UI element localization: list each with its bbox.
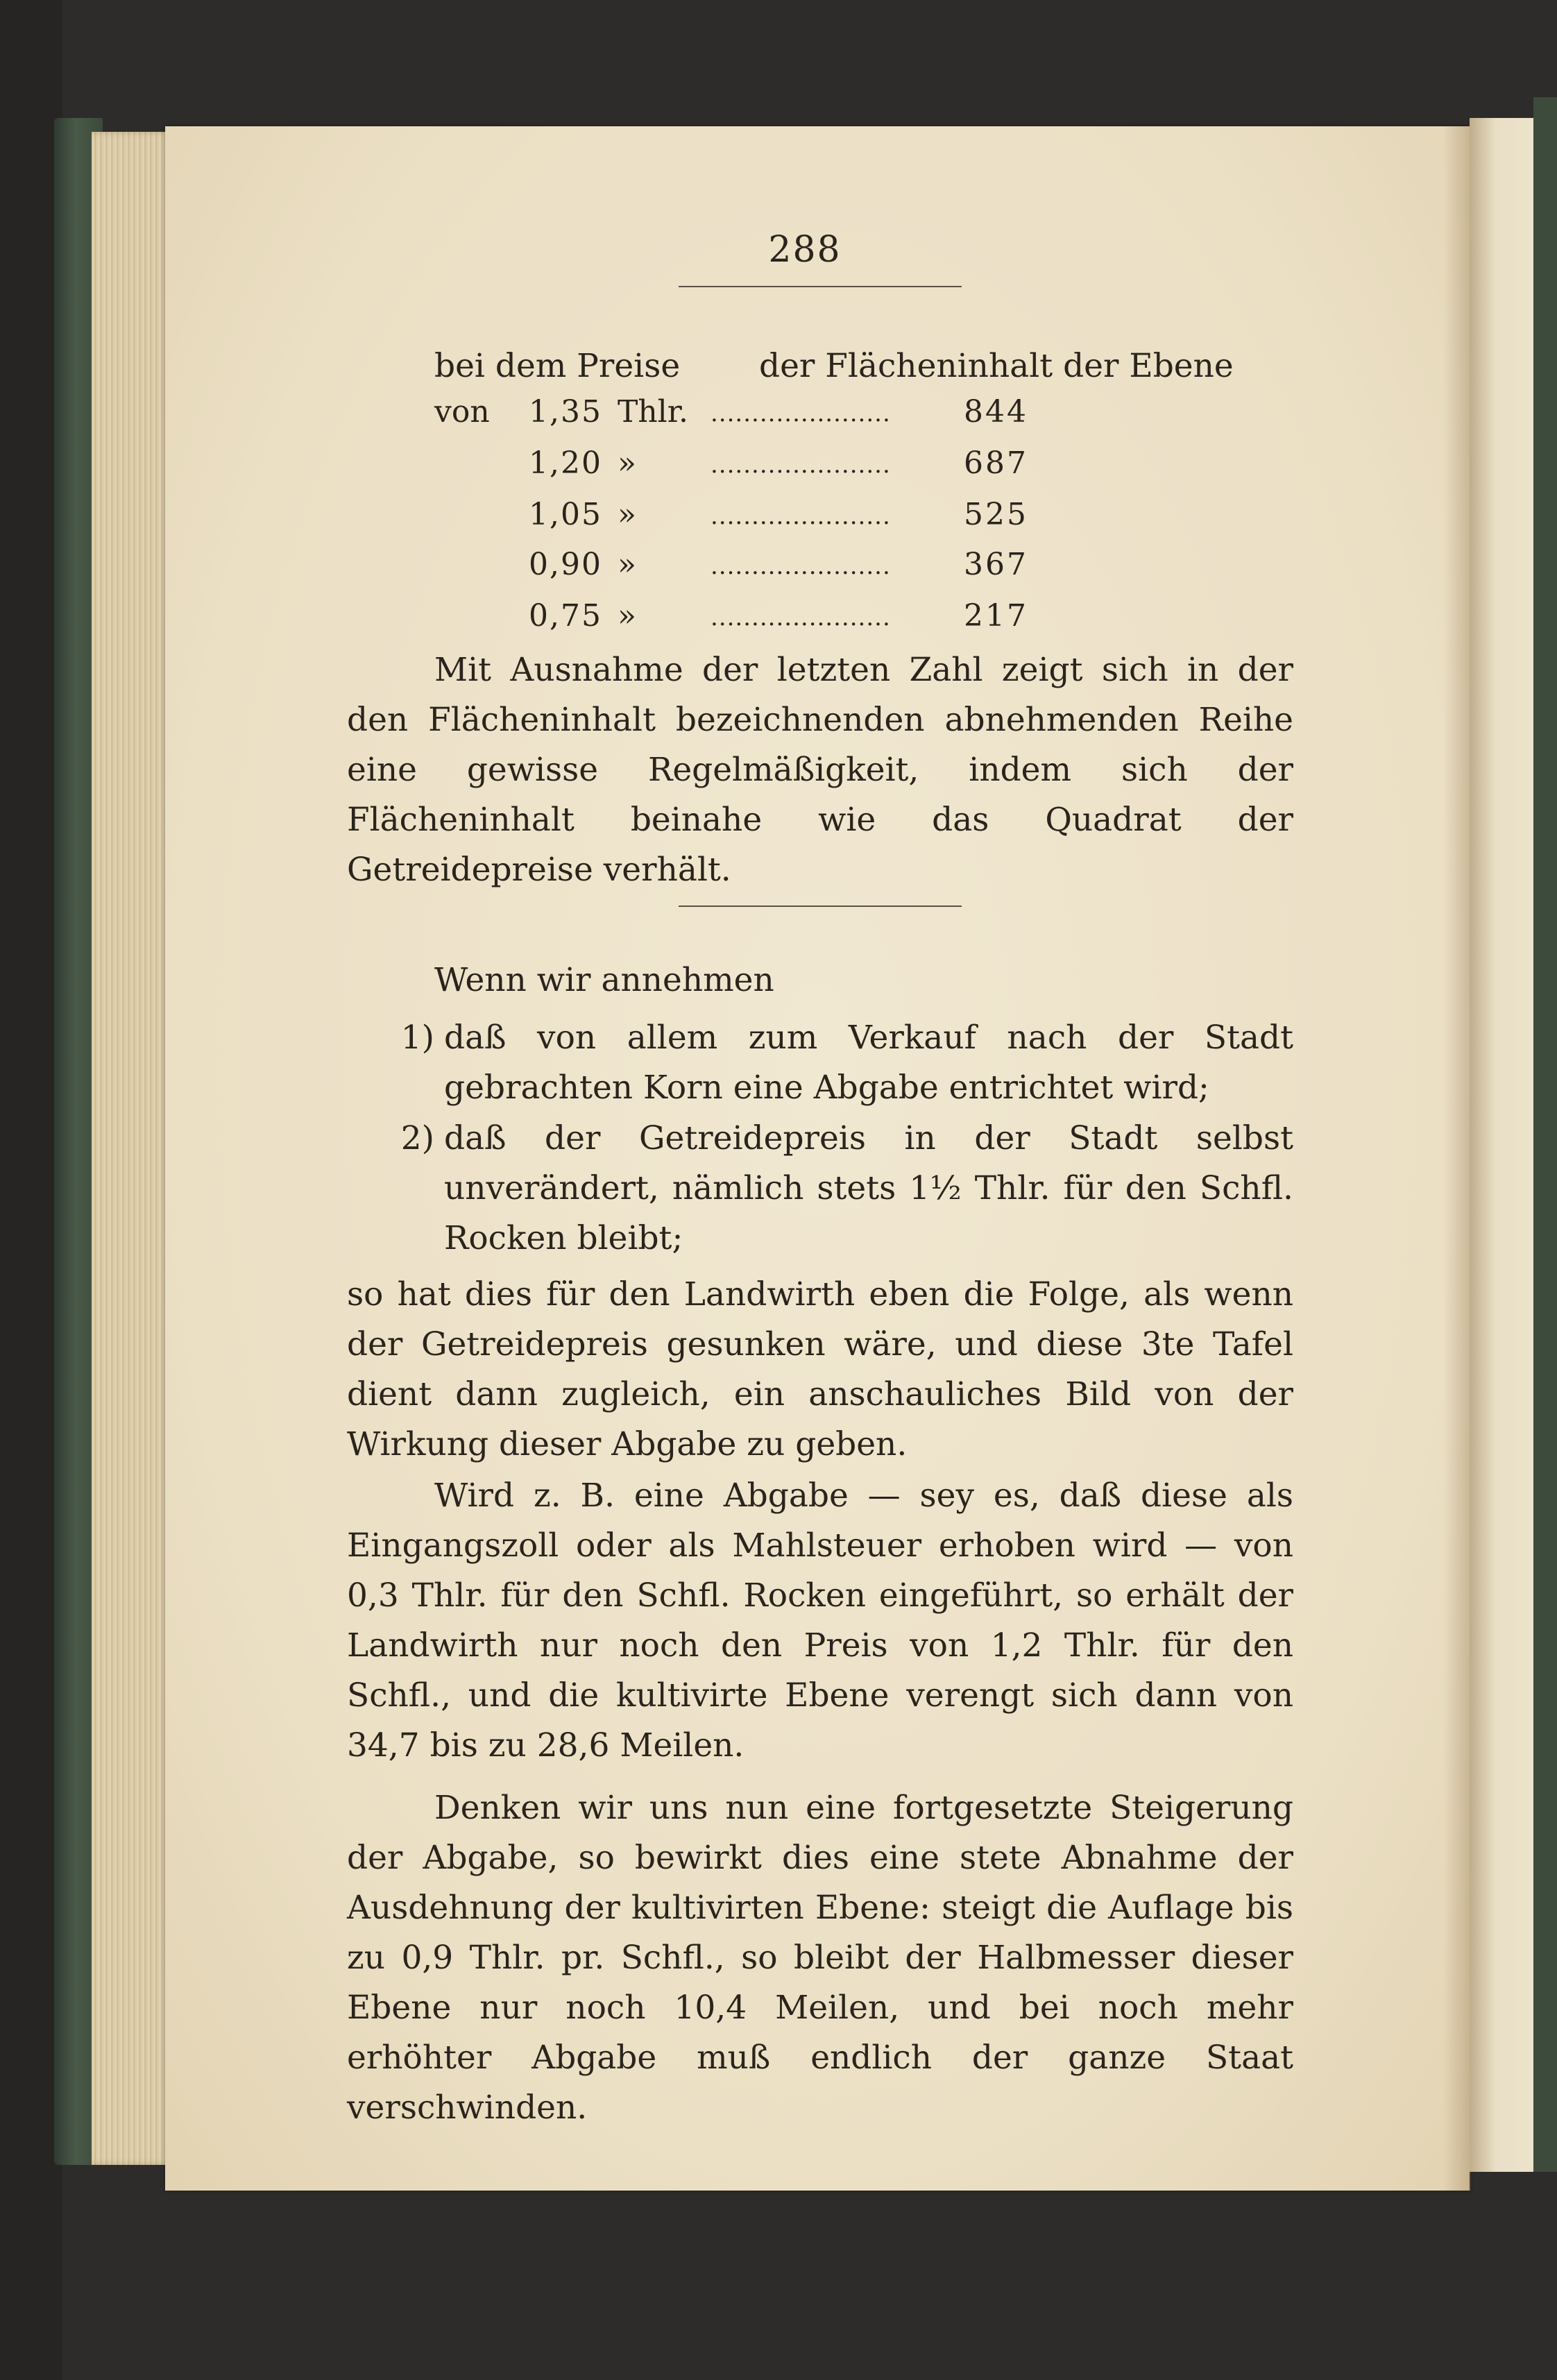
table-row (434, 598, 1031, 640)
row-price: 0,75 (529, 598, 602, 634)
list-text: daß der Getreidepreis in der Stadt selbst unverändert, nämlich stets 1½ Thlr. für den Schfl. Rocken bleibt; (444, 1119, 1293, 1257)
row-leader-dots: ...................... (711, 604, 891, 631)
row-leader-dots: ...................... (711, 400, 891, 427)
row-value: 687 (964, 445, 1028, 481)
page-number: 288 (768, 229, 842, 271)
row-price: 1,05 (529, 497, 602, 532)
row-value: 217 (964, 598, 1028, 634)
row-leader-dots: ...................... (711, 552, 891, 580)
section-divider (679, 906, 962, 907)
table-header-price: bei dem Preise (434, 347, 681, 385)
paragraph-intro: Wenn wir annehmen (434, 961, 774, 999)
row-price: 1,20 (529, 445, 602, 481)
row-unit: Thlr. (618, 394, 688, 430)
list-text: daß von allem zum Verkauf nach der Stadt gebrachten Korn eine Abgabe entrichtet wird; (444, 1019, 1293, 1107)
table-row (434, 547, 1031, 588)
table-header-area: der Flächeninhalt der Ebene (759, 347, 1234, 385)
list-number: 2) (400, 1119, 434, 1157)
row-leader-dots: ...................... (711, 451, 891, 479)
row-value: 525 (964, 497, 1028, 532)
paragraph-exception: Mit Ausnahme der letzten Zahl zeigt sich in der den Flächeninhalt bezeichnenden abnehmenden Reihe eine gewisse Regelmäßigkeit, indem sich der Flächeninhalt beinahe wie das Quadrat der Getreidepreise verhält. (347, 651, 1293, 889)
table-row (434, 497, 1031, 538)
row-value: 844 (964, 394, 1028, 430)
paragraph-example: Wird z. B. eine Abgabe — sey es, daß diese als Eingangszoll oder als Mahlsteuer erhoben wird — von 0,3 Thlr. für den Schfl. Rocken eingeführt, so erhält der Landwirth nur noch den Preis von 1,2 Thlr. für den Schfl., und die kultivirte Ebene verengt sich dann von 34,7 bis zu 28,6 Meilen. (347, 1477, 1293, 1765)
table-row (434, 445, 1031, 487)
row-leader-dots: ...................... (711, 502, 891, 530)
row-value: 367 (964, 547, 1028, 582)
row-unit: » (618, 497, 636, 532)
row-unit: » (618, 598, 636, 634)
row-price: 1,35 (529, 394, 602, 430)
row-unit: » (618, 445, 636, 481)
paragraph-conclusion: Denken wir uns nun eine fortgesetzte Steigerung der Abgabe, so bewirkt dies eine stete Abnahme der Ausdehnung der kultivirten Ebene: steigt die Auflage bis zu 0,9 Thlr. pr. Schfl., so bleibt der Halbmesser dieser Ebene nur noch 10,4 Meilen, und bei noch mehr erhöhter Abgabe muß endlich der ganze Staat verschwinden. (347, 1789, 1293, 2127)
paragraph-consequence: so hat dies für den Landwirth eben die Folge, als wenn der Getreidepreis gesunken wäre, und diese 3te Tafel dient dann zugleich, ein anschauliches Bild von der Wirkung dieser Abgabe zu geben. (347, 1275, 1293, 1463)
header-rule (679, 286, 962, 287)
row-price: 0,90 (529, 547, 602, 582)
row-prefix: von (434, 394, 490, 430)
row-unit: » (618, 547, 636, 582)
table-row (434, 394, 1031, 436)
list-number: 1) (400, 1019, 434, 1057)
